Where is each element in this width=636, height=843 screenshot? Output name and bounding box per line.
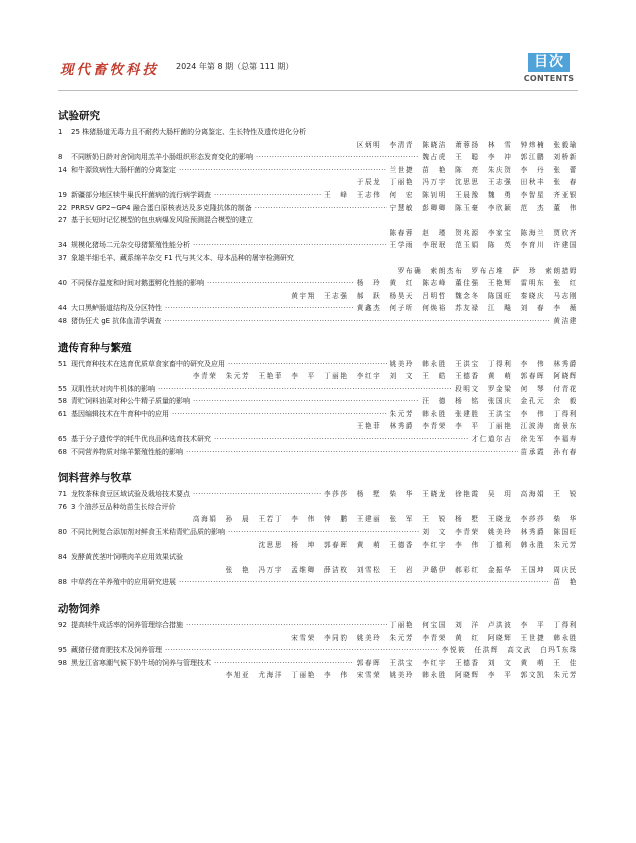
article-title: 发酵黄芪茎叶饲喂肉羊应用效果试验 <box>71 553 183 562</box>
article-title: 基于长短时记忆模型的包虫病爆发风险预测混合模型的建立 <box>71 216 253 225</box>
article-authors: 李悦筱 任洪辉 高文武 白玛โ东珠 <box>441 646 578 655</box>
toc-entry[interactable] <box>58 126 578 151</box>
article-title: 不同断奶日龄对舍饲肉用羔羊小肠组织形态发育变化的影响 <box>71 153 253 162</box>
article-title: 中草药在羊养殖中的应用研究进展 <box>71 578 176 587</box>
page-number: 27 <box>58 216 67 225</box>
article-authors-continued: 宋雪荣 李同豹 姚美玲 朱元芳 李青荣 黄 红 阿晓辉 王世捷 韩永胜 <box>291 633 578 642</box>
article-authors-continued: 沈思思 杨 坤 郭春晖 黄 萌 王德香 李红宇 李 伟 丁德利 韩永胜 朱元芳 <box>258 540 578 549</box>
article-authors: 兰世捷 苗 艳 陈 亮 朱庆贺 李 丹 张 蕾 <box>389 165 578 174</box>
article-title: 不同营养物质对绵羊繁殖性能的影响 <box>71 447 183 456</box>
dot-leader <box>158 383 452 396</box>
article-authors-continued: 李旭亚 尤海洋 丁丽艳 李 伟 宋雪荣 姚美玲 韩永胜 阿晓辉 李 平 郭文凯 朱元芳 <box>225 671 578 680</box>
article-title: 新疆部分地区犊牛巢氏杆菌病的流行病学调查 <box>71 190 211 199</box>
toc-entry[interactable] <box>58 488 578 501</box>
article-authors: 魏占虎 王 聪 李 冲 郭江鹏 刘桥新 <box>422 153 578 162</box>
article-title: 基因编辑技术在牛育种中的应用 <box>71 409 169 418</box>
page-number: 1 <box>58 128 63 136</box>
issue-info: 2024 年第 8 期（总第 111 期） <box>176 62 294 71</box>
article-authors: 姚美玲 韩永胜 王洪宝 丁得利 李 伟 林秀爵 <box>389 359 578 368</box>
toc-entry[interactable] <box>58 315 578 328</box>
section-title: 遗传育种与繁殖 <box>58 341 132 354</box>
toc-entry[interactable] <box>58 358 578 383</box>
journal-logo: 现代畜牧科技 <box>60 62 159 78</box>
toc-entry[interactable] <box>58 302 578 315</box>
article-authors: 黄鑫杰 何子昕 何焕裕 苏友禄 江 飚 刘 春 李 薇 <box>356 304 578 313</box>
dot-leader <box>228 358 387 371</box>
page-number: 98 <box>58 658 67 667</box>
article-authors-continued: 区炳明 李清青 陈晓洁 萧蓉扬 林 雪 钟炜楠 张毅瑜 <box>356 140 578 149</box>
dot-leader <box>255 202 387 215</box>
page-number: 55 <box>58 384 67 393</box>
page-number: 80 <box>58 528 67 537</box>
page-number: 22 <box>58 203 67 212</box>
article-title: 猪伪狂犬 gE 抗体血清学调查 <box>71 316 162 325</box>
article-authors: 郭春晖 王洪宝 李红宇 王德香 刘 文 黄 萌 王 佳 <box>356 658 578 667</box>
article-authors-continued: 陈春蓉 赵 瑾 贺兆源 李家宝 陈海兰 贾欣齐 <box>389 228 578 237</box>
article-authors: 王学雨 李珉珉 范玉娟 陈 英 李育川 许建国 <box>389 241 578 250</box>
article-title: 大口黑鲈肠道结构及分区特性 <box>71 304 162 313</box>
article-authors: 王 峰 王志伟 何 宏 陈钊明 王晨豫 魏 勇 李智星 齐亚银 <box>323 190 578 199</box>
dot-leader <box>214 189 321 202</box>
page-number: 37 <box>58 253 67 262</box>
header-divider <box>58 90 578 91</box>
toc-entry[interactable] <box>58 446 578 459</box>
article-authors: 苗 艳 <box>553 578 578 587</box>
page-number: 84 <box>58 553 67 562</box>
article-authors: 宁慧敏 彭卿卿 陈玉豪 李欣颖 范 杰 董 伟 <box>389 203 578 212</box>
article-authors-continued: 李青荣 朱元芳 王艳菲 李 平 丁丽艳 李红宇 刘 文 王 皓 王德香 黄 萌 郭春晖 阿晓辉 <box>192 372 578 381</box>
article-title: PRRSV GP2~GP4 融合蛋白原核表达及多克隆抗体的制备 <box>71 203 252 212</box>
toc-entry[interactable] <box>58 657 578 682</box>
article-title: 不同保存温度和时间对鹅蛋孵化性能的影响 <box>71 279 204 288</box>
dot-leader <box>193 395 419 408</box>
toc-entry[interactable] <box>58 526 578 551</box>
toc-entry[interactable] <box>58 551 578 576</box>
table-of-contents <box>58 106 578 682</box>
article-authors: 汪 德 杨 铭 张国庆 金孔元 余 毅 <box>422 397 578 406</box>
article-title: 藏猪仔猪育肥技术及饲养管理 <box>71 646 162 655</box>
article-authors: 苗承霞 孙有春 <box>520 447 578 456</box>
page-number: 65 <box>58 435 67 444</box>
toc-entry[interactable] <box>58 214 578 239</box>
article-title: 不同比例复合添加剂对鲜食玉米秸青贮品质的影响 <box>71 528 225 537</box>
dot-leader <box>165 302 354 315</box>
page-number: 61 <box>58 409 67 418</box>
toc-entry[interactable] <box>58 408 578 433</box>
article-authors-continued: 罗布确 索朗杰布 罗布占堆 萨 珍 索朗措姆 <box>397 266 578 275</box>
toc-entry[interactable] <box>58 433 578 446</box>
article-authors-continued: 高海娟 孙 晨 王若丁 李 伟 钟 鹏 王建丽 张 军 王 锐 杨 墅 王晓龙 李莎莎 柴 华 <box>192 515 578 524</box>
page-number: 51 <box>58 359 67 368</box>
dot-leader <box>179 576 550 589</box>
page-number: 48 <box>58 316 67 325</box>
article-authors: 黄洁建 <box>553 316 578 325</box>
article-title: 3 个油莎豆品种幼苗生长综合评价 <box>71 502 176 511</box>
toc-entry[interactable] <box>58 252 578 277</box>
contents-label: CONTENTS <box>523 74 575 83</box>
page-number: 58 <box>58 397 67 406</box>
dot-leader <box>164 315 550 328</box>
section-title: 动物饲养 <box>58 603 100 615</box>
dot-leader <box>179 164 387 177</box>
section-title: 试验研究 <box>58 110 100 122</box>
page-number: 14 <box>58 165 67 174</box>
article-title: 和牛源致病性大肠杆菌的分离鉴定 <box>71 165 176 174</box>
toc-entry[interactable] <box>58 644 578 657</box>
page-number: 76 <box>58 502 67 511</box>
page-number: 88 <box>58 578 67 587</box>
dot-leader <box>214 657 354 670</box>
article-authors: 段明文 罗金梁 何 琴 付青花 <box>455 384 578 393</box>
article-authors-continued: 于辰龙 丁丽艳 冯万宇 沈思思 王志强 田秋丰 张 春 <box>356 178 578 187</box>
article-title: 现代育种技术在选育优质草食家畜中的研究及应用 <box>71 359 225 368</box>
page-number: 71 <box>58 490 67 499</box>
article-title: 龙牧茶秣食豆区域试验及栽培技术要点 <box>71 490 190 499</box>
toc-entry[interactable] <box>58 164 578 189</box>
toc-entry[interactable] <box>58 151 578 164</box>
dot-leader <box>207 277 354 290</box>
article-authors-continued: 王艳菲 林秀爵 李青荣 李 平 丁丽艳 江波涛 南景东 <box>356 422 578 431</box>
toc-entry[interactable] <box>58 239 578 252</box>
dot-leader <box>214 433 468 446</box>
article-title: 25 株猪肠道无毒力且不耐药大肠杆菌的分离鉴定、生长特性及遗传进化分析 <box>71 128 307 136</box>
dot-leader <box>186 619 387 632</box>
page-number: 19 <box>58 190 67 199</box>
article-title: 黑龙江省寒潮气候下奶牛场的饲养与管理技术 <box>71 658 211 667</box>
toc-entry[interactable] <box>58 501 578 526</box>
article-title: 双肌性状对肉牛机体的影响 <box>71 384 155 393</box>
dot-leader <box>172 408 387 421</box>
page-number: 92 <box>58 621 67 629</box>
toc-entry[interactable] <box>58 619 578 644</box>
article-authors: 刘 文 李青荣 姚美玲 林秀爵 陈国旺 <box>422 528 578 537</box>
dot-leader <box>228 526 419 539</box>
contents-badge: 目次 <box>528 53 570 72</box>
section-title: 饲料营养与牧草 <box>58 472 132 485</box>
toc-entry[interactable] <box>58 189 578 202</box>
dot-leader <box>165 644 439 657</box>
toc-entry[interactable] <box>58 383 578 396</box>
article-authors-continued: 黄宇翔 王志强 郝 跃 杨昊天 吕明哲 魏念冬 陈国旺 秦晓庆 马志刚 <box>291 291 578 300</box>
article-title: 规模化猪场二元杂交母猪繁殖性能分析 <box>71 241 190 250</box>
article-title: 基于分子遗传学的牦牛优良品种选育技术研究 <box>71 435 211 444</box>
article-authors-continued: 张 艳 冯万宇 孟维卿 薛洁枚 刘雪松 王 岩 尹璐伊 郝彩红 金振华 王国坤 周庆民 <box>225 565 578 574</box>
page-number: 40 <box>58 279 67 288</box>
article-authors: 丁丽艳 何宝国 刘 洋 卢洪波 李 平 丁得利 <box>389 621 578 629</box>
toc-entry[interactable] <box>58 277 578 302</box>
article-authors: 杨 玲 黄 红 陈志峰 董佳强 王艳辉 雷明东 张 红 <box>356 279 578 288</box>
dot-leader <box>193 488 321 501</box>
article-authors: 才仁道尔吉 徐先军 李福寿 <box>471 435 578 444</box>
page-header <box>0 0 636 90</box>
page-number: 8 <box>58 153 63 162</box>
page-number: 95 <box>58 646 67 655</box>
page-number: 68 <box>58 447 67 456</box>
dot-leader <box>256 151 419 164</box>
dot-leader <box>193 239 387 252</box>
article-authors: 朱元芳 韩永胜 张建胜 王洪宝 李 伟 丁得利 <box>389 409 578 418</box>
toc-entry[interactable] <box>58 576 578 589</box>
page-number: 34 <box>58 241 67 250</box>
dot-leader <box>186 446 518 459</box>
toc-entry[interactable] <box>58 202 578 215</box>
article-authors: 李莎莎 杨 墅 柴 华 王晓龙 徐艳霞 吴 玥 高海娟 王 锐 <box>323 490 578 499</box>
page-number: 44 <box>58 304 67 313</box>
toc-entry[interactable] <box>58 395 578 408</box>
article-title: 青贮饲料油菜对种公牛精子质量的影响 <box>71 397 190 406</box>
article-title: 提高犊牛成活率的饲养管理综合措施 <box>71 621 183 629</box>
article-title: 象雄半细毛羊、藏系绵羊杂交 F1 代与其父本、母本品种的屠宰检测研究 <box>71 253 294 262</box>
